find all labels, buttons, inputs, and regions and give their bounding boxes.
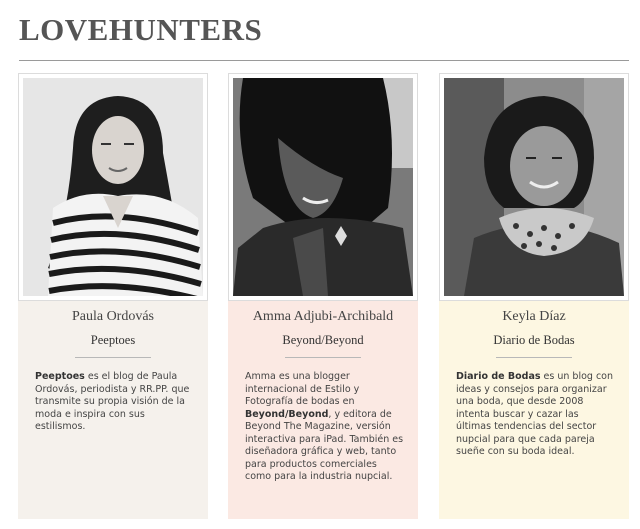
photo-frame: [439, 73, 629, 301]
portrait-image: [444, 78, 624, 296]
title-divider: [19, 60, 629, 61]
name-divider: [75, 357, 151, 358]
name-divider: [496, 357, 572, 358]
blog-link[interactable]: Diario de Bodas: [456, 371, 541, 382]
blogger-name[interactable]: Amma Adjubi-Archibald: [252, 309, 394, 324]
blogger-photo-paula[interactable]: [23, 78, 203, 296]
description-text: , y editora de Beyond The Magazine, versión interactiva para iPad. También es diseñadora gráfica y web, tanto para productos comerciales como para la industria nupcial.: [245, 408, 404, 482]
blog-link[interactable]: Beyond/Beyond: [245, 408, 329, 420]
blog-link[interactable]: Peeptoes: [35, 371, 85, 382]
description-text: Amma es una blogger internacional de Estilo y Fotografía de bodas en: [245, 371, 360, 407]
page-title: LOVEHUNTERS: [19, 12, 263, 47]
card-info-keyla: [439, 301, 629, 519]
blogger-name[interactable]: Paula Ordovás: [71, 309, 155, 324]
blog-name[interactable]: Beyond/Beyond: [282, 333, 364, 347]
portrait-image: [23, 78, 203, 296]
blogger-card-paula: [18, 73, 208, 519]
description-text: es el blog de Paula Ordovás, periodista y RR.PP. que transmite su propia visión de la moda e inspira con sus estilismos.: [35, 371, 190, 432]
photo-frame: [18, 73, 208, 301]
photo-frame: [228, 73, 418, 301]
card-info-paula: [18, 301, 208, 519]
portrait-image: [233, 78, 413, 296]
description-text: es un blog con ideas y consejos para organizar una boda, que desde 2008 intenta buscar y cazar las últimas tendencias del sector nupcial para que cada pareja sueñe con su boda ideal.: [456, 371, 613, 457]
blogger-description: [35, 371, 195, 434]
blogger-name[interactable]: Keyla Díaz: [502, 309, 566, 324]
blogger-description: [245, 371, 405, 484]
card-info-amma: [228, 301, 418, 519]
blogger-photo-keyla[interactable]: [444, 78, 624, 296]
blogger-photo-amma[interactable]: [233, 78, 413, 296]
blogger-card-amma: [228, 73, 418, 519]
name-divider: [285, 357, 361, 358]
blogger-description: [456, 371, 616, 459]
blogger-card-keyla: [439, 73, 629, 519]
blog-name[interactable]: Peeptoes: [90, 333, 136, 347]
blog-name[interactable]: Diario de Bodas: [493, 333, 575, 347]
